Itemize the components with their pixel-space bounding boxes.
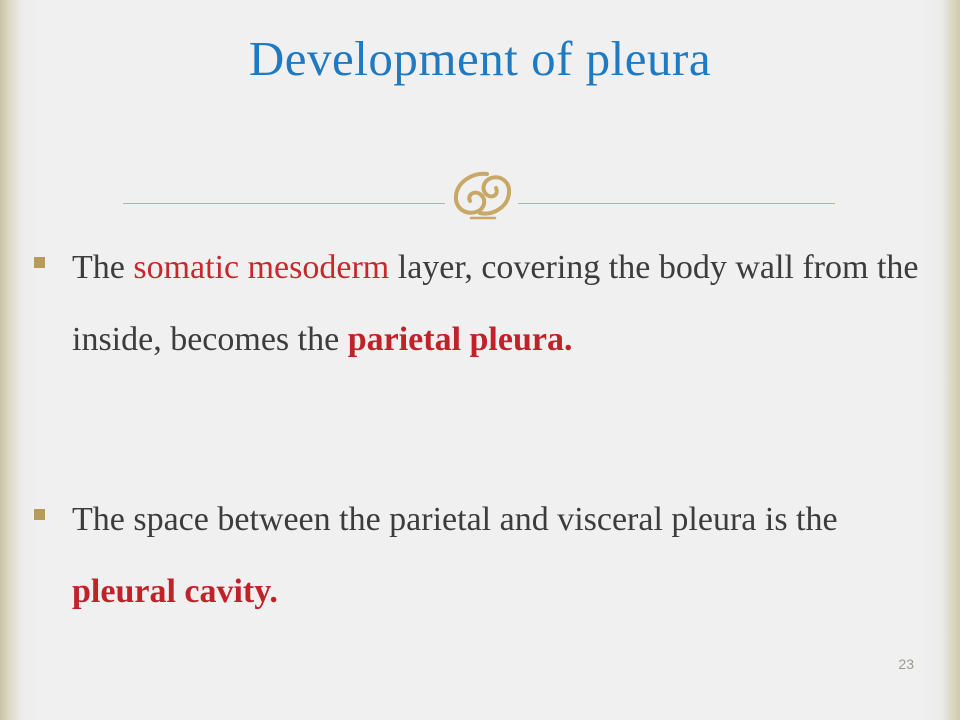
square-bullet-icon bbox=[34, 509, 45, 520]
decorative-swirl-icon bbox=[447, 166, 517, 222]
text-segment: The bbox=[72, 249, 134, 286]
divider-right bbox=[518, 203, 835, 204]
highlight-pleural-cavity: pleural cavity. bbox=[72, 573, 278, 610]
highlight-somatic-mesoderm: somatic mesoderm bbox=[133, 249, 390, 286]
text-segment: layer, covering the body wall from the inside, becomes the bbox=[72, 249, 919, 358]
highlight-parietal-pleura: parietal pleura. bbox=[347, 321, 573, 358]
bullet-text-1 bbox=[72, 232, 934, 376]
square-bullet-icon bbox=[34, 257, 45, 268]
bullet-item-2 bbox=[34, 484, 934, 628]
slide-title: Development of pleura bbox=[248, 31, 712, 86]
divider-left bbox=[123, 203, 445, 204]
page-number: 23 bbox=[898, 656, 914, 672]
text-segment: The space between the parietal and visceral pleura is the bbox=[72, 501, 838, 538]
bullet-item-1 bbox=[34, 232, 934, 376]
bullet-text-2 bbox=[72, 484, 934, 628]
